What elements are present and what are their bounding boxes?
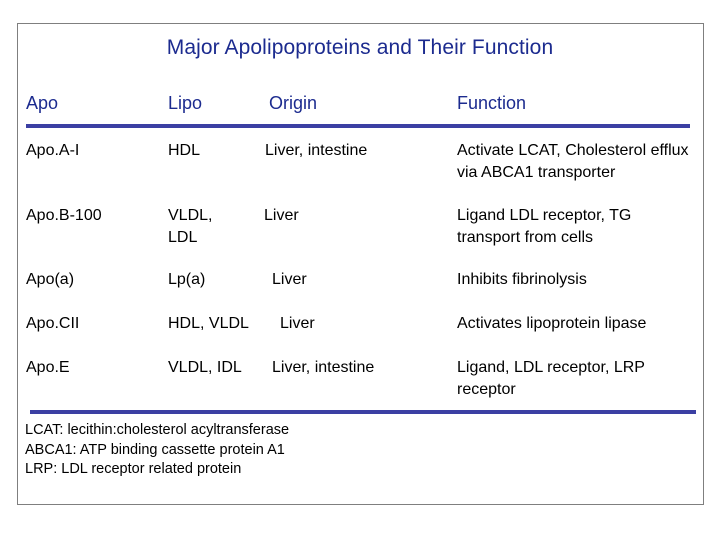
row-3-lipo: Lp(a) xyxy=(168,271,206,288)
row-3-origin: Liver xyxy=(272,271,307,288)
row-5-origin: Liver, intestine xyxy=(272,359,375,376)
row-3-apo: Apo(a) xyxy=(26,271,75,288)
page-title: Major Apolipoproteins and Their Function xyxy=(166,36,554,59)
row-4-origin: Liver xyxy=(280,315,315,332)
row-4-apo: Apo.CII xyxy=(26,315,80,332)
row-1-function: Activate LCAT, Cholesterol efflux via ABCA1 transporter xyxy=(457,142,689,181)
row-2-origin: Liver xyxy=(264,207,299,224)
row-2-apo: Apo.B-100 xyxy=(26,207,102,224)
row-1-lipo: HDL xyxy=(168,142,201,159)
row-5-apo: Apo.E xyxy=(26,359,70,376)
row-3-function: Inhibits fibrinolysis xyxy=(457,271,587,288)
row-1-apo: Apo.A-I xyxy=(26,142,80,159)
footnote-lcat: LCAT: lecithin:cholesterol acyltransferase xyxy=(25,422,290,438)
footer-rule xyxy=(30,410,696,414)
row-2-lipo: VLDL, LDL xyxy=(168,207,213,246)
row-4-function: Activates lipoprotein lipase xyxy=(457,315,647,332)
header-apo: Apo xyxy=(26,93,59,113)
footnote-abca1: ABCA1: ATP binding cassette protein A1 xyxy=(25,441,285,458)
row-5-lipo: VLDL, IDL xyxy=(168,359,242,376)
header-function: Function xyxy=(457,93,527,113)
header-lipo: Lipo xyxy=(168,93,203,113)
footnote-lrp: LRP: LDL receptor related protein xyxy=(25,461,242,477)
row-1-origin: Liver, intestine xyxy=(265,142,368,159)
header-rule xyxy=(26,124,690,128)
row-5-function: Ligand, LDL receptor, LRP receptor xyxy=(457,359,645,398)
row-2-function: Ligand LDL receptor, TG transport from cells xyxy=(457,207,632,246)
footnotes xyxy=(25,421,289,480)
header-origin: Origin xyxy=(269,93,318,113)
row-4-lipo: HDL, VLDL xyxy=(168,315,249,332)
